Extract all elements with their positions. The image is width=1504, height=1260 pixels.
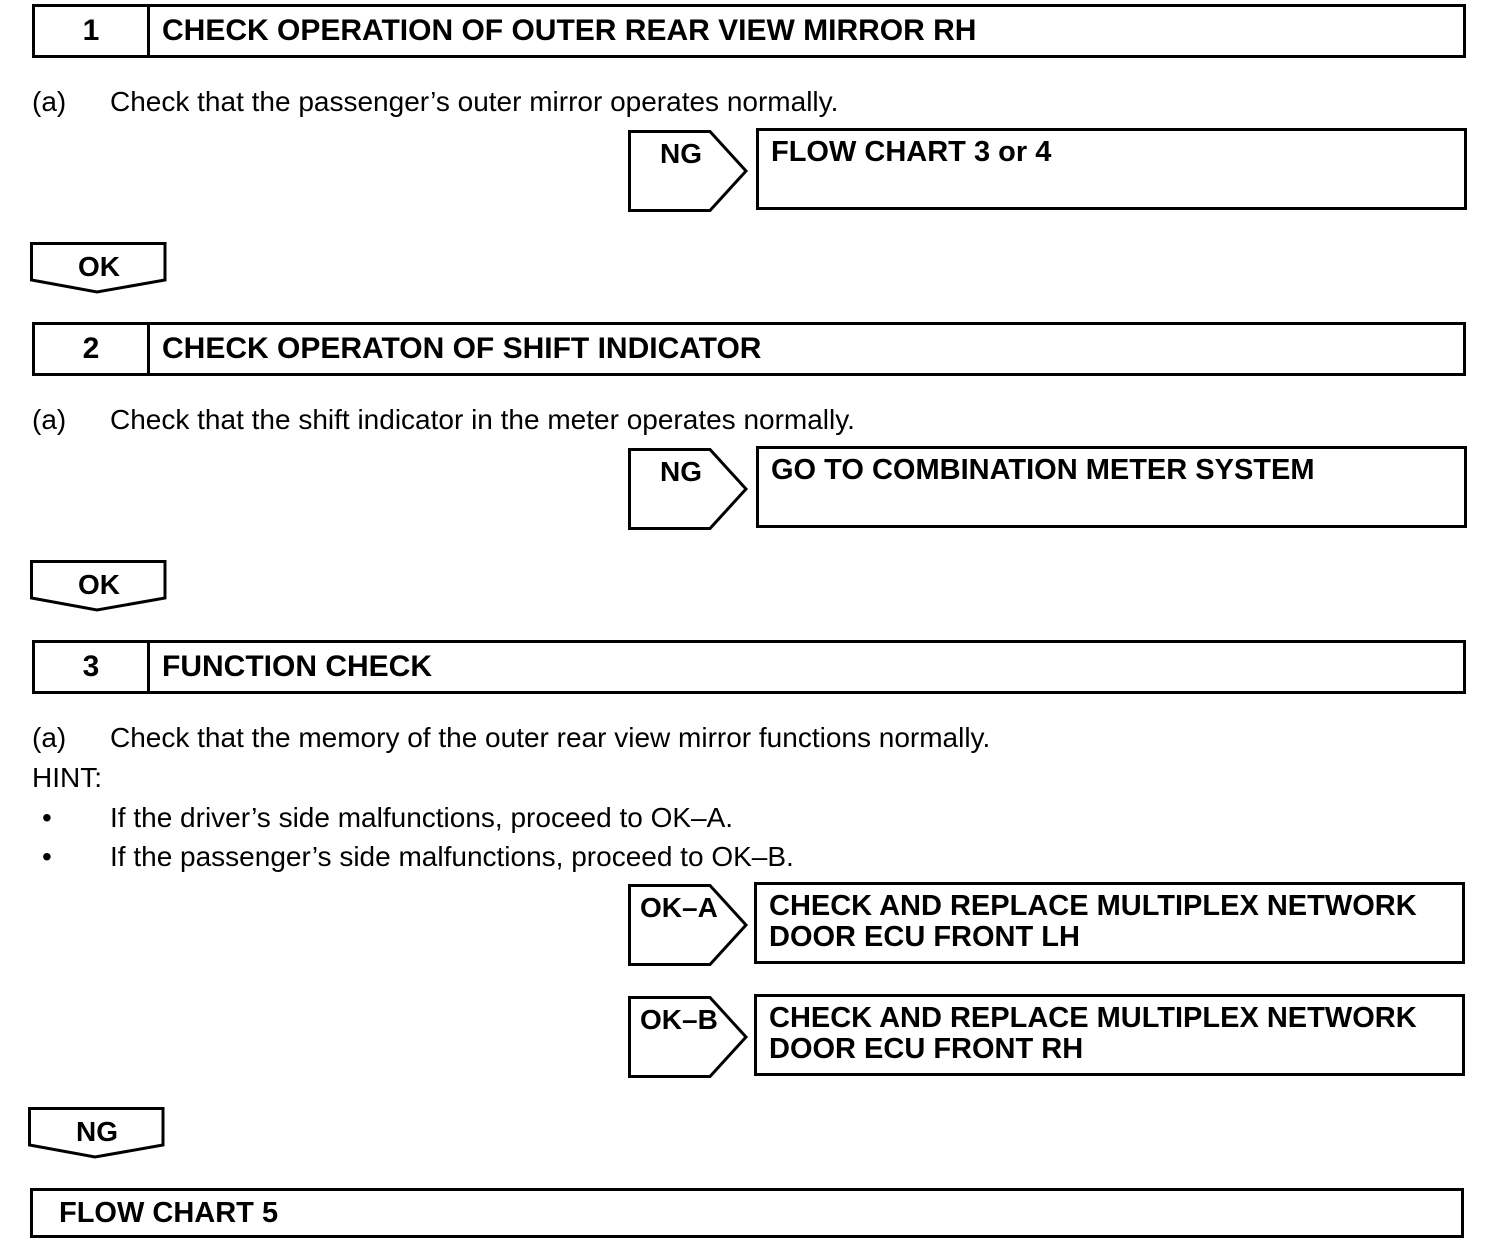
step-3-header: [32, 640, 1466, 694]
step-3-bullet-2: [32, 841, 794, 873]
step-1-number: 1: [35, 7, 150, 55]
step-3-ok-a-label: OK–A: [640, 892, 718, 923]
step-3-ng-label: NG: [76, 1116, 118, 1147]
step-3-ok-a-result: [754, 882, 1465, 964]
step-1-header: [32, 4, 1466, 58]
step-2-item-text: Check that the shift indicator in the meter operates normally.: [110, 404, 855, 435]
step-3-item-label: (a): [32, 722, 67, 753]
step-1-ng-label: NG: [660, 138, 702, 169]
step-2-number: 2: [35, 325, 150, 373]
step-3-ok-a-result-line1: CHECK AND REPLACE MULTIPLEX NETWORK: [769, 890, 1417, 922]
step-3-item-text: Check that the memory of the outer rear view mirror functions normally.: [110, 722, 991, 753]
final-result-text: FLOW CHART 5: [59, 1196, 279, 1229]
step-2-item: [32, 404, 855, 436]
step-3-bullet-1-text: If the driver’s side malfunctions, proceed to OK–A.: [110, 802, 734, 833]
step-1-title: CHECK OPERATION OF OUTER REAR VIEW MIRROR RH: [162, 14, 977, 47]
step-1-item-label: (a): [32, 86, 67, 117]
step-3-ok-a-result-line2: DOOR ECU FRONT LH: [769, 921, 1080, 953]
bullet-icon: •: [42, 841, 52, 872]
bullet-icon: •: [42, 802, 52, 833]
step-2-ng-label: NG: [660, 456, 702, 487]
step-3-ok-b-result-line1: CHECK AND REPLACE MULTIPLEX NETWORK: [769, 1002, 1417, 1034]
final-result-box: [30, 1188, 1464, 1238]
step-1-item-text: Check that the passenger’s outer mirror operates normally.: [110, 86, 839, 117]
step-3-number: 3: [35, 643, 150, 691]
step-3-ok-b-result-line2: DOOR ECU FRONT RH: [769, 1033, 1084, 1065]
step-1-ok-label: OK: [78, 251, 120, 282]
step-2-title: CHECK OPERATON OF SHIFT INDICATOR: [162, 332, 762, 365]
step-3-ok-b-result: [754, 994, 1465, 1076]
step-3-title: FUNCTION CHECK: [162, 650, 432, 683]
step-2-ok-label: OK: [78, 569, 120, 600]
step-3-ok-b-label: OK–B: [640, 1004, 718, 1035]
step-2-item-label: (a): [32, 404, 67, 435]
step-2-ng-result-text: GO TO COMBINATION METER SYSTEM: [771, 454, 1315, 486]
step-3-bullet-1: [32, 802, 733, 834]
step-1-ng-result-text: FLOW CHART 3 or 4: [771, 136, 1052, 168]
step-1-item: [32, 86, 838, 118]
step-3-bullet-2-text: If the passenger’s side malfunctions, proceed to OK–B.: [110, 841, 794, 872]
step-2-header: [32, 322, 1466, 376]
step-1-ng-result: [756, 128, 1467, 210]
step-3-hint-label: HINT:: [32, 762, 102, 793]
step-3-item: [32, 722, 990, 754]
step-2-ng-result: [756, 446, 1467, 528]
